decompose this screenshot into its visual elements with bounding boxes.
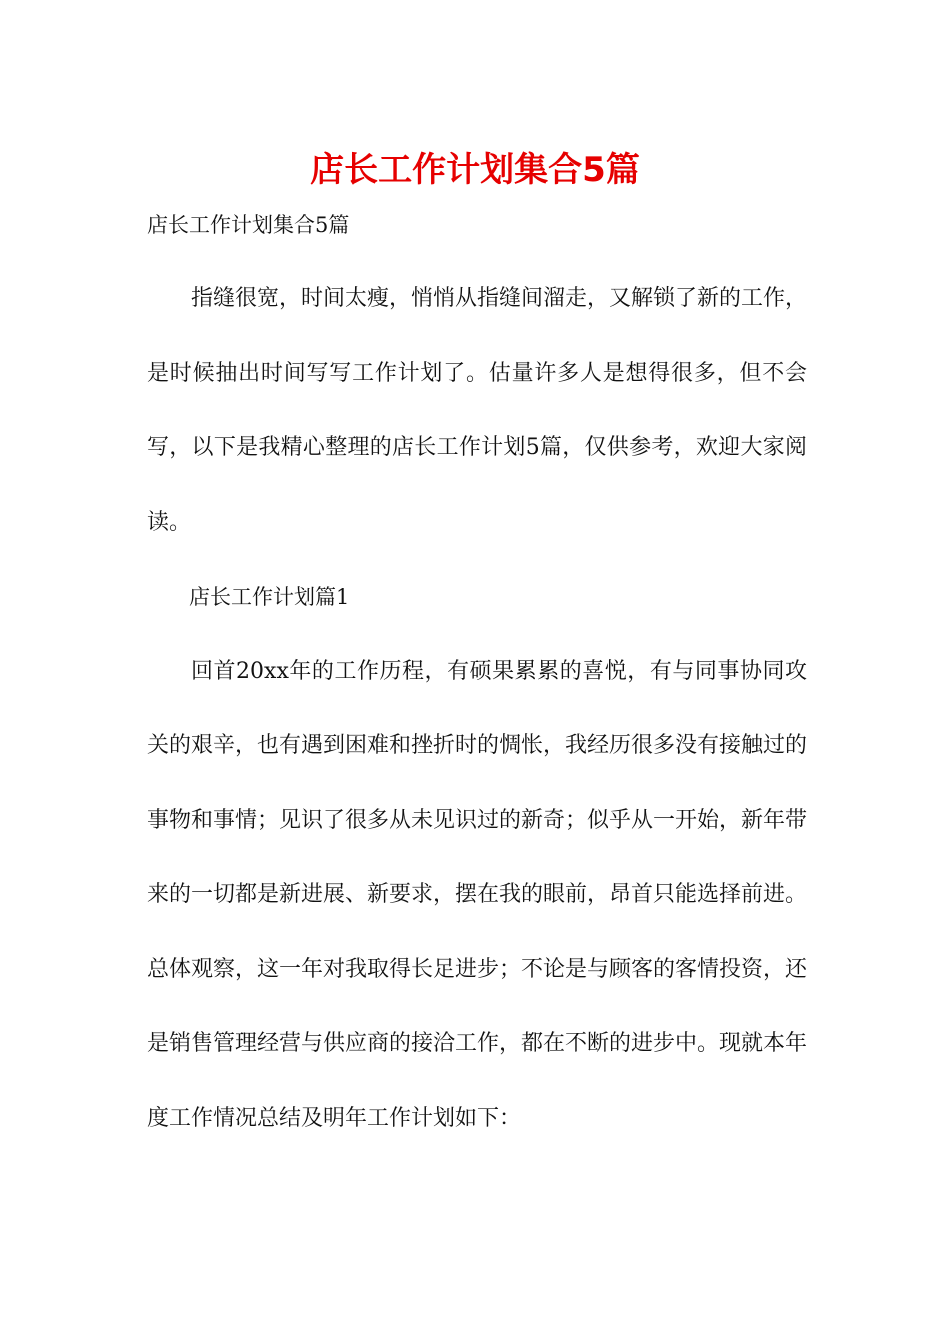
document-title: 店长工作计划集合5篇	[310, 150, 640, 190]
body-paragraph: 回首20xx年的工作历程，有硕果累累的喜悦，有与同事协同攻关的艰辛，也有遇到困难和挫折时的惆怅，我经历很多没有接触过的事物和事情；见识了很多从未见识过的新奇；似乎从一开始，新年带来的一切都是新进展、新要求，摆在我的眼前，昂首只能选择前进。总体观察，这一年对我取得长足进步；不论是与顾客的客情投资，还是销售管理经营与供应商的接洽工作，都在不断的进步中。现就本年度工作情况总结及明年工作计划如下：	[147, 658, 808, 1131]
section-heading: 店长工作计划篇1	[189, 585, 350, 609]
document-body	[147, 262, 807, 1156]
intro-paragraph: 指缝很宽，时间太瘦，悄悄从指缝间溜走，又解锁了新的工作，是时候抽出时间写写工作计划了。估量许多人是想得很多，但不会写，以下是我精心整理的店长工作计划5篇，仅供参考，欢迎大家阅读。	[147, 286, 808, 535]
document-subtitle: 店长工作计划集合5篇	[147, 213, 350, 237]
